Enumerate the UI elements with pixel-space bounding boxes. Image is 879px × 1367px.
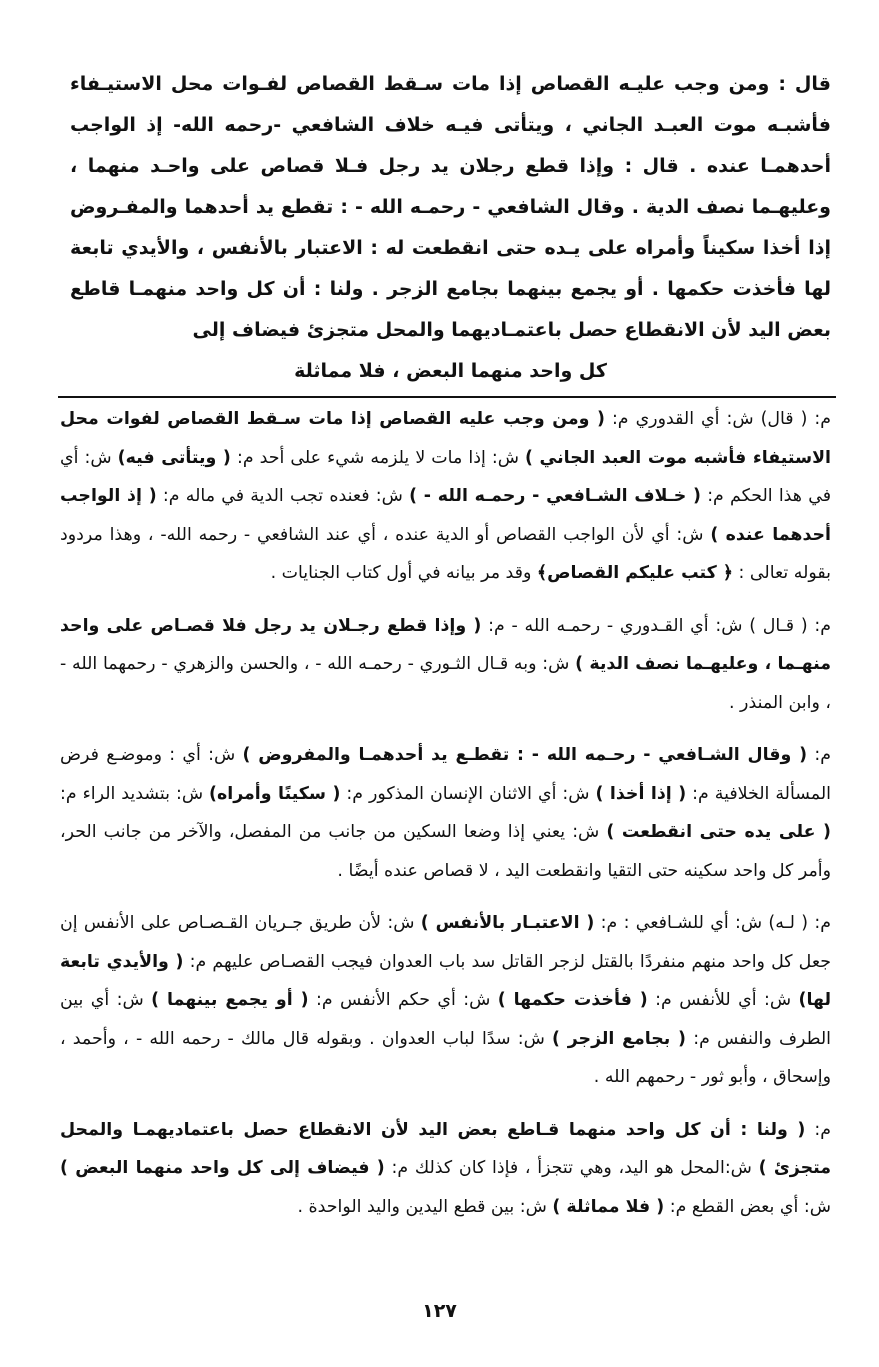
commentary-block <box>60 400 831 1240</box>
commentary-text: ش: إذا مات لا يلزمه شيء على أحد م: <box>230 447 525 468</box>
quoted-text: ( وقال الشـافعي - رحـمه الله - : تقطـع يد أحدهمـا والمفروض ) <box>242 745 808 765</box>
main-text-line: الاعتبار بالأنفس ، والأيدي تابعة لها فأخذت حكمها . أو يجمع بينهما بجامع الزجر . ولنا : أن <box>70 237 831 300</box>
main-text-line: قال : ومن وجب عليـه القصاص إذا مات سـقط القصاص لفـوات محل الاستيـفاء فأشبـه موت <box>70 73 831 136</box>
commentary-text: وقد مر بيانه في أول كتاب الجنايات . <box>270 563 537 583</box>
commentary-text: ش: يعني إذا وضعا السكين من جانب من المفصل، والآخر من جانب الحر، وأمر كل واحد سكينه حتى التقيا وانقطعت اليد ، لا قصاص عنده أيضًا . <box>60 822 831 881</box>
main-text-line: كل واحد منهمـا قاطع بعض اليد لأن الانقطاع حصل باعتمـاديهما والمحل متجزئ فيضاف إلى <box>70 278 831 341</box>
commentary-text: ش: وبه قـال الثـوري - رحمـه الله - ، والحسن والزهري - رحمهما الله - ، وابن المنذر . <box>60 654 831 713</box>
quoted-text: ( فيضاف إلى كل واحد منهما البعض ) <box>60 1158 385 1178</box>
commentary-text: ش:المحل هو اليد، وهي تتجزأ ، فإذا كان كذلك م: <box>384 1158 759 1178</box>
commentary-paragraph <box>60 400 831 593</box>
commentary-text: م: ( قال) ش: أي القدوري م: <box>604 409 832 429</box>
main-text-line: قطع رجلان يد رجل فـلا قصاص على واحـد منهما ، وعليهـما نصف الدية . وقال الشافعي - <box>70 155 831 218</box>
quoted-text: ( فلا مماثلة ) <box>552 1196 665 1217</box>
commentary-text: م: <box>805 1119 832 1140</box>
quoted-text: ( إذ الواجب أحدهما عنده ) <box>60 486 831 545</box>
commentary-text: ش: بتشديد الراء م: <box>60 783 210 804</box>
quoted-text: ( الاعتبـار بالأنفس ) <box>420 913 595 933</box>
page-number: ١٢٧ <box>422 1300 457 1322</box>
commentary-text: ش: بين قطع اليدين واليد الواحدة . <box>297 1196 553 1217</box>
commentary-text: ش: أي لأن الواجب القصاص أو الدية عنده ، أي عند الشافعي - رحمه الله- ، وهذا مردود بقوله تعالى : <box>60 524 831 583</box>
commentary-paragraph <box>60 736 831 890</box>
commentary-text: م: ( قـال ) ش: أي القـدوري - رحمـه الله - م: <box>481 615 831 636</box>
main-text-line: كل واحد منهما البعض ، فلا مماثلة <box>294 360 607 382</box>
commentary-paragraph <box>60 904 831 1097</box>
commentary-text: ش: فعنده تجب الدية في ماله م: <box>156 486 410 506</box>
quoted-text: ( والأيدي تابعة لها) <box>60 951 831 1010</box>
quoted-text: ( بجامع الزجر ) <box>552 1028 687 1049</box>
section-divider <box>58 396 836 398</box>
quoted-text: ( ويتأتى فيه) <box>117 447 231 468</box>
quoted-text: ( ومن وجب عليه القصاص إذا مات سـقط القصاص لفوات محل الاستيفاء فأشبه موت العبد الجاني ) <box>60 409 831 468</box>
commentary-text: ش: سدًا لباب العدوان . وبقوله قال مالك - رحمه الله - ، وأحمد ، وإسحاق ، وأبو ثور - رحمهم الله . <box>60 1028 831 1087</box>
quran-quote: ﴿ كتب عليكم القصاص﴾ <box>536 563 733 583</box>
quoted-text: ( إذا أخذا ) <box>595 783 687 804</box>
commentary-text: م: <box>807 745 831 765</box>
main-text-line: رحمـه الله - : تقطع يد أحدهما والمفـروض إذا أخذا سكيناً وأمراه على يـده حتى انقطعت له : <box>70 196 831 259</box>
quoted-text: ( فأخذت حكمها ) <box>497 990 648 1010</box>
quoted-text: ( وإذا قطع رجـلان يد رجل فلا قصـاص على واحد منهـما ، وعليهـما نصف الدية ) <box>60 615 832 674</box>
commentary-text: ش: أي حكم الأنفس م: <box>308 990 498 1010</box>
commentary-text: ش: أي : وموضـع فرض المسألة الخلافية م: <box>60 745 831 804</box>
commentary-text: ش: أي بعض القطع م: <box>664 1196 831 1217</box>
quoted-text: ( ولنا : أن كل واحد منهما قـاطع بعض اليد لأن الانقطاع حصل باعتماديهمـا والمحل متجزئ ) <box>60 1119 831 1178</box>
commentary-paragraph <box>60 1111 831 1227</box>
quoted-text: ( سكينًا وأمراه) <box>209 783 341 804</box>
commentary-text: ش: أي الاثنان الإنسان المذكور م: <box>340 783 596 804</box>
commentary-text: ش: أي بين الطرف والنفس م: <box>60 990 831 1049</box>
commentary-text: ش: أي في هذا الحكم م: <box>60 447 832 506</box>
commentary-text: ش: لأن طريق جـريان القـصـاص على الأنفس إن جعل كل واحد منهم منفردًا بالقتل لزجر القاتل سد باب العدوان فيجب القصـاص عليهم م: <box>60 913 831 972</box>
main-text-block <box>70 64 831 392</box>
quoted-text: ( أو يجمع بينهما ) <box>151 990 309 1010</box>
main-text-line: العبـد الجاني ، ويتأتى فيـه خلاف الشافعي -رحمه الله- إذ الواجب أحدهمـا عنده . قال : وإذا <box>70 114 831 177</box>
commentary-paragraph <box>60 607 831 723</box>
commentary-text: م: ( لـه) ش: أي للشـافعي : م: <box>594 913 831 933</box>
quoted-text: ( على يده حتى انقطعت ) <box>606 822 831 842</box>
commentary-text: ش: أي للأنفس م: <box>647 990 799 1010</box>
quoted-text: ( خـلاف الشـافعي - رحمـه الله - ) <box>409 486 701 506</box>
